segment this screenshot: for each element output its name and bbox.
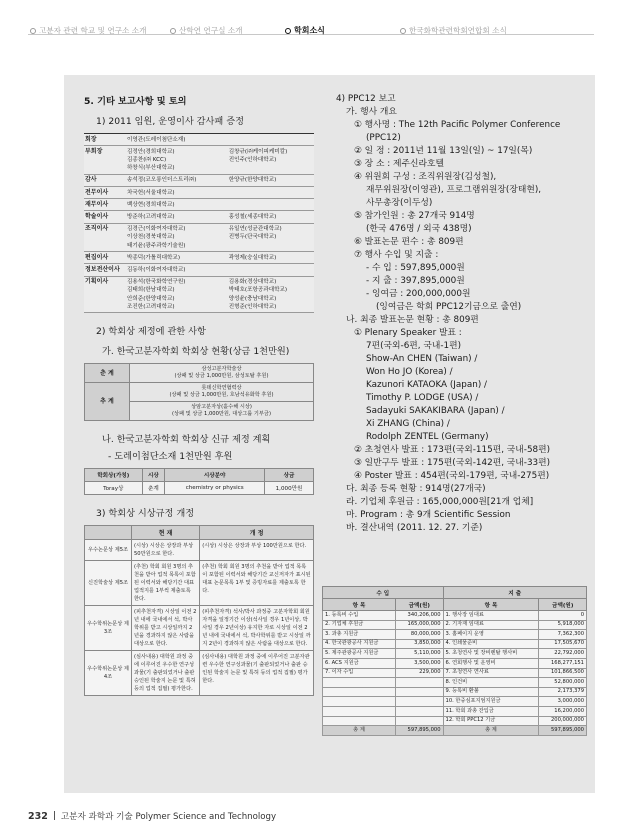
table-row bbox=[85, 651, 314, 696]
officer-name: 김용화(경상대학교) bbox=[228, 279, 277, 286]
nav-item-label: 산학연 연구실 소개 bbox=[179, 26, 243, 35]
table-header: 시상분야 bbox=[165, 469, 265, 482]
table-header: 금액(원) bbox=[539, 599, 587, 611]
report-line: ② 초청연사 발표 : 173편(국외-115편, 국내-58편) bbox=[354, 445, 551, 455]
table-cell bbox=[323, 716, 396, 726]
role-cell: 회장 bbox=[84, 134, 126, 146]
nav-dot-icon bbox=[400, 28, 406, 34]
nav-item-label: 학회소식 bbox=[294, 26, 325, 35]
officer-name: 홍성철(세종대학교) bbox=[228, 213, 277, 220]
table-row bbox=[323, 620, 587, 630]
table-row bbox=[84, 174, 314, 186]
names-cell bbox=[126, 211, 228, 223]
table-cell: 4. 한국관광공사 지원금 bbox=[323, 639, 396, 649]
award-cell bbox=[130, 364, 314, 383]
table-header: 현 재 bbox=[132, 526, 200, 540]
report-line: ④ 위원회 구성 : 조직위원장(김성철), bbox=[354, 172, 497, 182]
table-cell: 7. 이자 수입 bbox=[323, 668, 396, 678]
table-cell: 22,792,000 bbox=[539, 649, 587, 659]
report-line: Xi ZHANG (China) / bbox=[366, 419, 450, 429]
table-row bbox=[323, 658, 587, 668]
table-cell: 3,500,000 bbox=[395, 658, 443, 668]
table-cell: 1. 행사장 임대료 bbox=[443, 611, 539, 621]
officer-name: 박종덕(가톨릭대학교) bbox=[127, 254, 180, 261]
names-cell bbox=[228, 199, 314, 211]
subsection-title: 2) 학회상 제정에 관한 사항 bbox=[96, 326, 206, 338]
officer-name: 박태호(포항공과대학교) bbox=[228, 287, 288, 294]
journal-name: 고분자 과학과 기술 Polymer Science and Technology bbox=[60, 812, 277, 822]
season-cell: 추 계 bbox=[85, 383, 130, 421]
table-header: 수 입 bbox=[323, 587, 444, 599]
ppc12-report bbox=[336, 93, 576, 535]
table-cell bbox=[395, 678, 443, 688]
report-line: ③ 장 소 : 제주신라호텔 bbox=[354, 159, 445, 169]
officer-name: 이상천(경북대학교) bbox=[127, 234, 175, 241]
table-cell: 5. 제주관광공사 지원금 bbox=[323, 649, 396, 659]
award-text: (상패 및 상금 1,000만원, 삼성토탈 후원) bbox=[174, 373, 269, 380]
officer-name: 김태희(한남대학교) bbox=[127, 287, 175, 294]
table-cell: 6. ACS 지원금 bbox=[323, 658, 396, 668]
table-cell bbox=[395, 697, 443, 707]
table-row bbox=[323, 716, 587, 726]
table-row bbox=[85, 540, 314, 561]
report-line: - 지 출 : 397,895,000원 bbox=[366, 276, 465, 286]
report-line: 나. 최종 발표논문 현황 : 총 809편 bbox=[346, 315, 479, 325]
table-cell: 340,206,000 bbox=[395, 611, 443, 621]
table-cell: 3. 과총 지원금 bbox=[323, 630, 396, 640]
table-cell bbox=[395, 706, 443, 716]
table-cell: 총 계 bbox=[323, 726, 396, 736]
revised-rule-cell: (피추천자격) 석사/박사 과정중 고분자학회 회원자격을 일정기간 이상(석사일 경우 1년이상, 박사일 경우 2년이상) 유지한 자로 시상일 이전 2년 내에 국내에서 석, 박사학위를 받고 시상일 까지 2년이 경과하지 않은 사람을 대상으로 한다. bbox=[200, 606, 314, 651]
officer-name: 김종찬(㈜ KCC) bbox=[127, 156, 167, 163]
table-cell bbox=[395, 687, 443, 697]
officers-table bbox=[84, 133, 314, 313]
table-cell bbox=[323, 706, 396, 716]
report-line: ① 행사명 : The 12th Pacific Polymer Conference bbox=[354, 120, 561, 130]
table-row bbox=[84, 276, 314, 313]
report-line: 7편(국외-6편, 국내-1편) bbox=[366, 341, 462, 351]
table-cell: 597,895,000 bbox=[395, 726, 443, 736]
table-cell: 168,277,151 bbox=[539, 658, 587, 668]
table-header: 항 목 bbox=[443, 599, 539, 611]
names-cell bbox=[126, 134, 228, 146]
table-cell: 1. 등록비 수입 bbox=[323, 611, 396, 621]
table-cell: 8. 인건비 bbox=[443, 678, 539, 688]
nav-item-schools[interactable] bbox=[30, 25, 146, 36]
names-cell bbox=[126, 174, 228, 186]
table-cell: 3. 홈페이지 운영 bbox=[443, 630, 539, 640]
role-cell: 학술이사 bbox=[84, 211, 126, 223]
names-cell bbox=[126, 199, 228, 211]
table-header: 상금 bbox=[265, 469, 314, 482]
report-line: 재무위원장(이영관), 프로그램위원장(장태현), bbox=[366, 185, 542, 195]
officer-name: 한양규(한양대학교) bbox=[228, 177, 277, 184]
table-cell: 총 계 bbox=[443, 726, 539, 736]
officer-name: 김동하(이화여자대학교) bbox=[127, 266, 186, 273]
nav-dot-icon bbox=[285, 28, 291, 34]
table-row bbox=[84, 187, 314, 199]
officer-name: 유일연(성균관대학교) bbox=[228, 226, 282, 233]
table-row bbox=[84, 146, 314, 175]
current-rule-cell: (심사내용) 대학원 과정 중에 이루어진 우수한 연구성과물(기 출판되었거나 출판 승인된 학술지 논문 및 특허 등의 업적 집필) 평가한다. bbox=[132, 651, 200, 696]
current-rule-cell: (피추천자격) 시상일 이전 2년 내에 국내에서 석, 박사학위를 받고 시상일까지 2년을 경과하지 않은 사람을 대상으로 한다. bbox=[132, 606, 200, 651]
report-line: 사무총장(이두성) bbox=[366, 198, 433, 208]
officer-name: 김창규(㈜케이피케미칼) bbox=[228, 148, 288, 155]
names-cell bbox=[126, 252, 228, 264]
names-cell bbox=[126, 187, 228, 199]
nav-item-labs[interactable] bbox=[170, 25, 243, 36]
role-cell: 편집이사 bbox=[84, 252, 126, 264]
report-line: ④ Poster 발표 : 454편(국외-179편, 국내-275편) bbox=[354, 471, 550, 481]
report-line: Rodolph ZENTEL (Germany) bbox=[366, 432, 489, 442]
officer-name: 김정안(경희대학교) bbox=[127, 148, 175, 155]
revised-rule-cell: (추천) 학회 회원 3명의 추천을 받아 업적 목록이 포함된 이력서와 해당기간 교신저자가 표시된 대표 논문목록 1부 및 증빙자료를 제출토록 한다. bbox=[200, 561, 314, 606]
revised-rule-cell: (심사내용) 대학원 과정 중에 이루어진 고분자관련 우수한 연구성과물(기 출판되었거나 출판 승인된 학술지 논문 및 특허 등의 업적 집필) 평가한다. bbox=[200, 651, 314, 696]
new-award-table bbox=[84, 468, 314, 495]
table-row bbox=[323, 630, 587, 640]
officer-name: 김경근(이화여자대학교) bbox=[127, 226, 186, 233]
award-text: (상패 및 상금 1,000만원, 호남석유화학 후원) bbox=[169, 392, 274, 399]
table-header: 금액(원) bbox=[395, 599, 443, 611]
section-title: 5. 기타 보고사항 및 토의 bbox=[84, 96, 187, 107]
table-cell bbox=[395, 716, 443, 726]
subsection-title: 가. 한국고분자학회 학회상 현황(상금 1천만원) bbox=[102, 346, 290, 358]
table-header: 항 목 bbox=[323, 599, 396, 611]
report-line: 마. Program : 총 9개 Scientific Session bbox=[346, 510, 511, 520]
report-line: Timothy P. LODGE (USA) / bbox=[366, 393, 479, 403]
report-line: ⑦ 행사 수입 및 지출 : bbox=[354, 250, 439, 260]
table-row bbox=[85, 364, 314, 383]
report-line: - 잉여금 : 200,000,000원 bbox=[366, 289, 471, 299]
table-cell: chemistry or physics bbox=[165, 482, 265, 495]
table-row bbox=[84, 134, 314, 146]
sponsor-line: - 도레이첨단소재 1천만원 후원 bbox=[108, 451, 233, 463]
table-cell: 5. 초청연사 및 장비렌탈 행사비 bbox=[443, 649, 539, 659]
article-cell: 우수논문상 제5조 bbox=[85, 540, 132, 561]
table-cell: 7. 초청연사 연사료 bbox=[443, 668, 539, 678]
total-row bbox=[323, 726, 587, 736]
award-cell bbox=[130, 402, 314, 421]
award-table bbox=[84, 363, 314, 421]
report-line: 바. 결산내역 (2011. 12. 27. 기준) bbox=[346, 523, 483, 533]
officer-name: 방준하(고려대학교) bbox=[127, 213, 175, 220]
officer-name: 하창식(부산대학교) bbox=[127, 165, 175, 172]
report-line: ⑥ 발표논문 편수 : 총 809편 bbox=[354, 237, 464, 247]
officer-name: 조진한(고려대학교) bbox=[127, 303, 175, 310]
subsection-title: 3) 학회상 시상규정 개정 bbox=[96, 508, 195, 520]
officer-name: 백상현(경희대학교) bbox=[127, 201, 175, 208]
role-cell: 부회장 bbox=[84, 146, 126, 175]
report-line: ③ 일반구두 발표 : 175편(국외-142편, 국내-33편) bbox=[354, 458, 551, 468]
nav-dot-icon bbox=[30, 28, 36, 34]
table-row bbox=[323, 611, 587, 621]
table-cell: 16,200,000 bbox=[539, 706, 587, 716]
table-cell bbox=[323, 697, 396, 707]
role-cell: 기획이사 bbox=[84, 276, 126, 313]
subsection-title: 1) 2011 임원, 운영이사 감사패 증정 bbox=[96, 116, 244, 127]
report-line: Show-An CHEN (Taiwan) / bbox=[366, 354, 478, 364]
right-column bbox=[336, 93, 576, 535]
table-cell: 52,800,000 bbox=[539, 678, 587, 688]
current-rule-cell: (시상) 시상은 상장과 부상 50만원으로 한다. bbox=[132, 540, 200, 561]
table-row bbox=[323, 687, 587, 697]
table-row bbox=[84, 223, 314, 252]
names-cell bbox=[228, 146, 314, 175]
officer-name: 차국헌(서울대학교) bbox=[127, 189, 175, 196]
table-cell: 9. 등록비 환불 bbox=[443, 687, 539, 697]
table-header bbox=[85, 526, 132, 540]
role-cell: 조직이사 bbox=[84, 223, 126, 252]
names-cell bbox=[126, 146, 228, 175]
award-cell bbox=[130, 383, 314, 402]
table-cell: 2. 기자재 임대료 bbox=[443, 620, 539, 630]
officer-name: 곽영제(숭실대학교) bbox=[228, 254, 277, 261]
report-line: 4) PPC12 보고 bbox=[336, 94, 396, 104]
role-cell: 전무이사 bbox=[84, 187, 126, 199]
names-cell bbox=[228, 276, 314, 313]
table-cell: 165,000,000 bbox=[395, 620, 443, 630]
names-cell bbox=[126, 223, 228, 252]
table-cell: 597,895,000 bbox=[539, 726, 587, 736]
report-line: 라. 기업체 후원금 : 165,000,000원[21개 업체] bbox=[346, 497, 534, 507]
table-cell: 101,866,500 bbox=[539, 668, 587, 678]
officer-name: 안희준(한양대학교) bbox=[127, 295, 175, 302]
report-line: - 수 입 : 597,895,000원 bbox=[366, 263, 465, 273]
officer-name: 김용석(한국화학연구원) bbox=[127, 279, 186, 286]
table-cell: 7,362,300 bbox=[539, 630, 587, 640]
report-line: (한국 476명 / 외국 438명) bbox=[366, 224, 472, 234]
report-line: ⑤ 참가인원 : 총 27개국 914명 bbox=[354, 211, 475, 221]
season-cell: 춘 계 bbox=[85, 364, 130, 383]
report-line: (잉여금은 학회 PPC12기금으로 출연) bbox=[376, 302, 522, 312]
nav-item-federation-news[interactable] bbox=[400, 25, 507, 36]
table-row bbox=[323, 706, 587, 716]
table-cell bbox=[323, 687, 396, 697]
officer-name: 이영관(도레이첨단소재) bbox=[127, 136, 186, 143]
names-cell bbox=[228, 223, 314, 252]
current-rule-cell: (추천) 학회 회원 3명의 추천을 받아 업적 목록이 포함된 이력서와 해당기간 대표 업적지를 1부씩 제출토록 한다. bbox=[132, 561, 200, 606]
names-cell bbox=[126, 264, 228, 276]
officer-name: 진인주(인하대학교) bbox=[228, 156, 277, 163]
report-line: ① Plenary Speaker 발표 : bbox=[354, 328, 462, 338]
award-text: 롯데신학연협력상 bbox=[201, 385, 242, 392]
article-cell: 우수학위논문상 제4조 bbox=[85, 651, 132, 696]
table-cell: 2,173,379 bbox=[539, 687, 587, 697]
rules-table bbox=[84, 525, 314, 696]
content-panel bbox=[64, 75, 595, 793]
article-cell: 신진학술상 제5조 bbox=[85, 561, 132, 606]
table-cell: 3,850,000 bbox=[395, 639, 443, 649]
article-cell: 우수학위논문상 제3조 bbox=[85, 606, 132, 651]
report-line: ② 일 정 : 2011년 11월 13일(일) ~ 17일(목) bbox=[354, 146, 533, 156]
officer-name: 진형준(인하대학교) bbox=[228, 303, 277, 310]
footer-divider bbox=[54, 811, 55, 820]
report-line: 가. 행사 개요 bbox=[346, 107, 397, 117]
table-cell: 11. 학회 과총 잔입금 bbox=[443, 706, 539, 716]
role-cell: 감사 bbox=[84, 174, 126, 186]
table-row bbox=[85, 606, 314, 651]
table-cell: Toray상 bbox=[85, 482, 143, 495]
officer-name: 송석정(코오롱인더스트리㈜) bbox=[127, 177, 197, 184]
officer-name: 진병두(단국대학교) bbox=[228, 234, 277, 241]
nav-dot-icon bbox=[170, 28, 176, 34]
table-row bbox=[84, 199, 314, 211]
report-line: 다. 최종 등록 현황 : 914명(27개국) bbox=[346, 484, 486, 494]
table-cell: 80,000,000 bbox=[395, 630, 443, 640]
names-cell bbox=[228, 174, 314, 186]
table-header: 학회상(가칭) bbox=[85, 469, 143, 482]
page-footer bbox=[28, 810, 276, 822]
table-header: 시상 bbox=[142, 469, 165, 482]
table-cell: 3,000,000 bbox=[539, 697, 587, 707]
table-row bbox=[84, 252, 314, 264]
report-line: Won Ho JO (Korea) / bbox=[366, 367, 453, 377]
table-row bbox=[84, 264, 314, 276]
table-cell: 2. 기업체 후원금 bbox=[323, 620, 396, 630]
table-cell: 5,918,000 bbox=[539, 620, 587, 630]
officer-name: 태기윤(광주과학기술원) bbox=[127, 242, 186, 249]
table-cell: 4. 인쇄물준비 bbox=[443, 639, 539, 649]
role-cell: 재무이사 bbox=[84, 199, 126, 211]
table-cell: 17,505,670 bbox=[539, 639, 587, 649]
left-column bbox=[84, 93, 314, 696]
officer-name: 양성윤(충남대학교) bbox=[228, 295, 277, 302]
table-cell: 12. 학회 PPC12 기금 bbox=[443, 716, 539, 726]
table-cell: 춘계 bbox=[142, 482, 165, 495]
subsection-title: 나. 한국고분자학회 학회상 신규 제정 계획 bbox=[102, 434, 271, 446]
award-text: (상패 및 상금 1,000만원, 대상그룹 기부금) bbox=[172, 411, 271, 418]
award-text: 삼성고분자학술상 bbox=[201, 366, 242, 373]
report-line: Kazunori KATAOKA (Japan) / bbox=[366, 380, 488, 390]
table-row bbox=[84, 211, 314, 223]
table-row bbox=[85, 561, 314, 606]
names-cell bbox=[228, 252, 314, 264]
table-cell: 6. 연회행사 및 운영비 bbox=[443, 658, 539, 668]
table-cell: 1,000만원 bbox=[265, 482, 314, 495]
names-cell bbox=[228, 134, 314, 146]
table-cell: 0 bbox=[539, 611, 587, 621]
table-row bbox=[323, 639, 587, 649]
table-cell: 10. 한중심포지엄지원금 bbox=[443, 697, 539, 707]
role-cell: 정보전산이사 bbox=[84, 264, 126, 276]
report-line: (PPC12) bbox=[366, 133, 401, 143]
revised-rule-cell: (시상) 시상은 상장과 부상 100만원으로 한다. bbox=[200, 540, 314, 561]
page-number: 232 bbox=[28, 811, 48, 822]
names-cell bbox=[126, 276, 228, 313]
table-row bbox=[323, 649, 587, 659]
finance-table bbox=[322, 586, 587, 736]
report-line: Sadayuki SAKAKIBARA (Japan) / bbox=[366, 406, 505, 416]
table-row bbox=[323, 668, 587, 678]
table-header: 개 정 bbox=[200, 526, 314, 540]
table-cell bbox=[323, 678, 396, 688]
award-text: 상암고분자상(홀수해 시상) bbox=[191, 404, 252, 411]
names-cell bbox=[228, 211, 314, 223]
table-cell: 229,000 bbox=[395, 668, 443, 678]
table-row bbox=[85, 383, 314, 402]
table-row bbox=[323, 697, 587, 707]
nav-item-society-news[interactable] bbox=[285, 25, 325, 36]
names-cell bbox=[228, 187, 314, 199]
nav-item-label: 고분자 관련 학교 및 연구소 소개 bbox=[39, 26, 147, 35]
table-cell: 5,110,000 bbox=[395, 649, 443, 659]
table-row bbox=[323, 678, 587, 688]
table-header: 지 출 bbox=[443, 587, 586, 599]
names-cell bbox=[228, 264, 314, 276]
table-cell: 200,000,000 bbox=[539, 716, 587, 726]
nav-item-label: 한국화학관련학회연합회 소식 bbox=[409, 26, 507, 35]
